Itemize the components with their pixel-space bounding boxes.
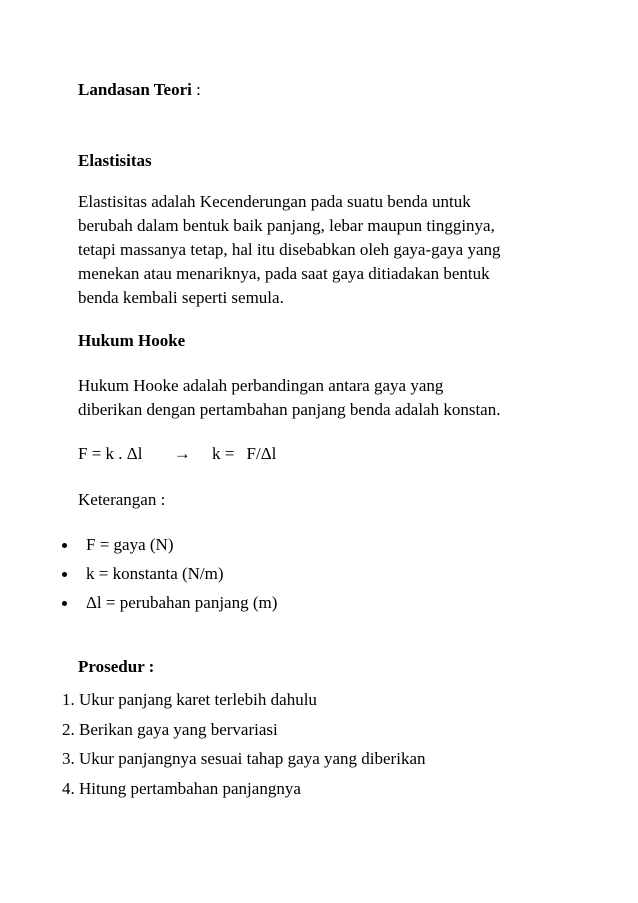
list-item: 3. Ukur panjangnya sesuai tahap gaya yang diberikan (62, 749, 426, 768)
formula-right-b: F/Δl (246, 444, 277, 463)
hukum-hooke-heading: Hukum Hooke (78, 331, 186, 350)
keterangan-label: Keterangan : (78, 490, 166, 509)
elastisitas-line: benda kembali seperti semula. (78, 288, 284, 307)
formula-arrow: → (173, 444, 191, 463)
list-item-text: F = gaya (N) (86, 535, 174, 554)
landasan-teori-label: Landasan Teori (78, 80, 192, 99)
bullet-icon (62, 572, 67, 577)
elastisitas-line: Elastisitas adalah Kecenderungan pada suatu benda untuk (78, 192, 471, 211)
list-item: 4. Hitung pertambahan panjangnya (62, 778, 301, 798)
formula-right-a: k = (211, 444, 235, 463)
hooke-formula (78, 443, 578, 465)
hukum-hooke-line: diberikan dengan pertambahan panjang benda adalah konstan. (78, 400, 501, 419)
list-item-text: Δl = perubahan panjang (m) (86, 593, 278, 612)
list-item: 2. Berikan gaya yang bervariasi (62, 719, 278, 739)
landasan-teori-colon: : (191, 80, 201, 99)
bullet-icon (62, 601, 67, 606)
list-item-text: k = konstanta (N/m) (86, 564, 224, 583)
elastisitas-heading: Elastisitas (78, 151, 152, 170)
elastisitas-paragraph (78, 190, 578, 310)
formula-left: F = k . Δl (78, 444, 143, 463)
list-item: 1. Ukur panjang karet terlebih dahulu (62, 690, 317, 709)
elastisitas-line: berubah dalam bentuk baik panjang, lebar maupun tingginya, (78, 216, 495, 235)
prosedur-list (62, 689, 426, 807)
landasan-teori-title (78, 79, 578, 101)
elastisitas-line: menekan atau menariknya, pada saat gaya ditiadakan bentuk (78, 264, 490, 283)
prosedur-heading: Prosedur : (78, 657, 155, 676)
bullet-icon (62, 543, 67, 548)
elastisitas-line: tetapi massanya tetap, hal itu disebabkan oleh gaya-gaya yang (78, 240, 501, 259)
hukum-hooke-paragraph (78, 374, 578, 422)
hukum-hooke-line: Hukum Hooke adalah perbandingan antara gaya yang (78, 376, 444, 395)
